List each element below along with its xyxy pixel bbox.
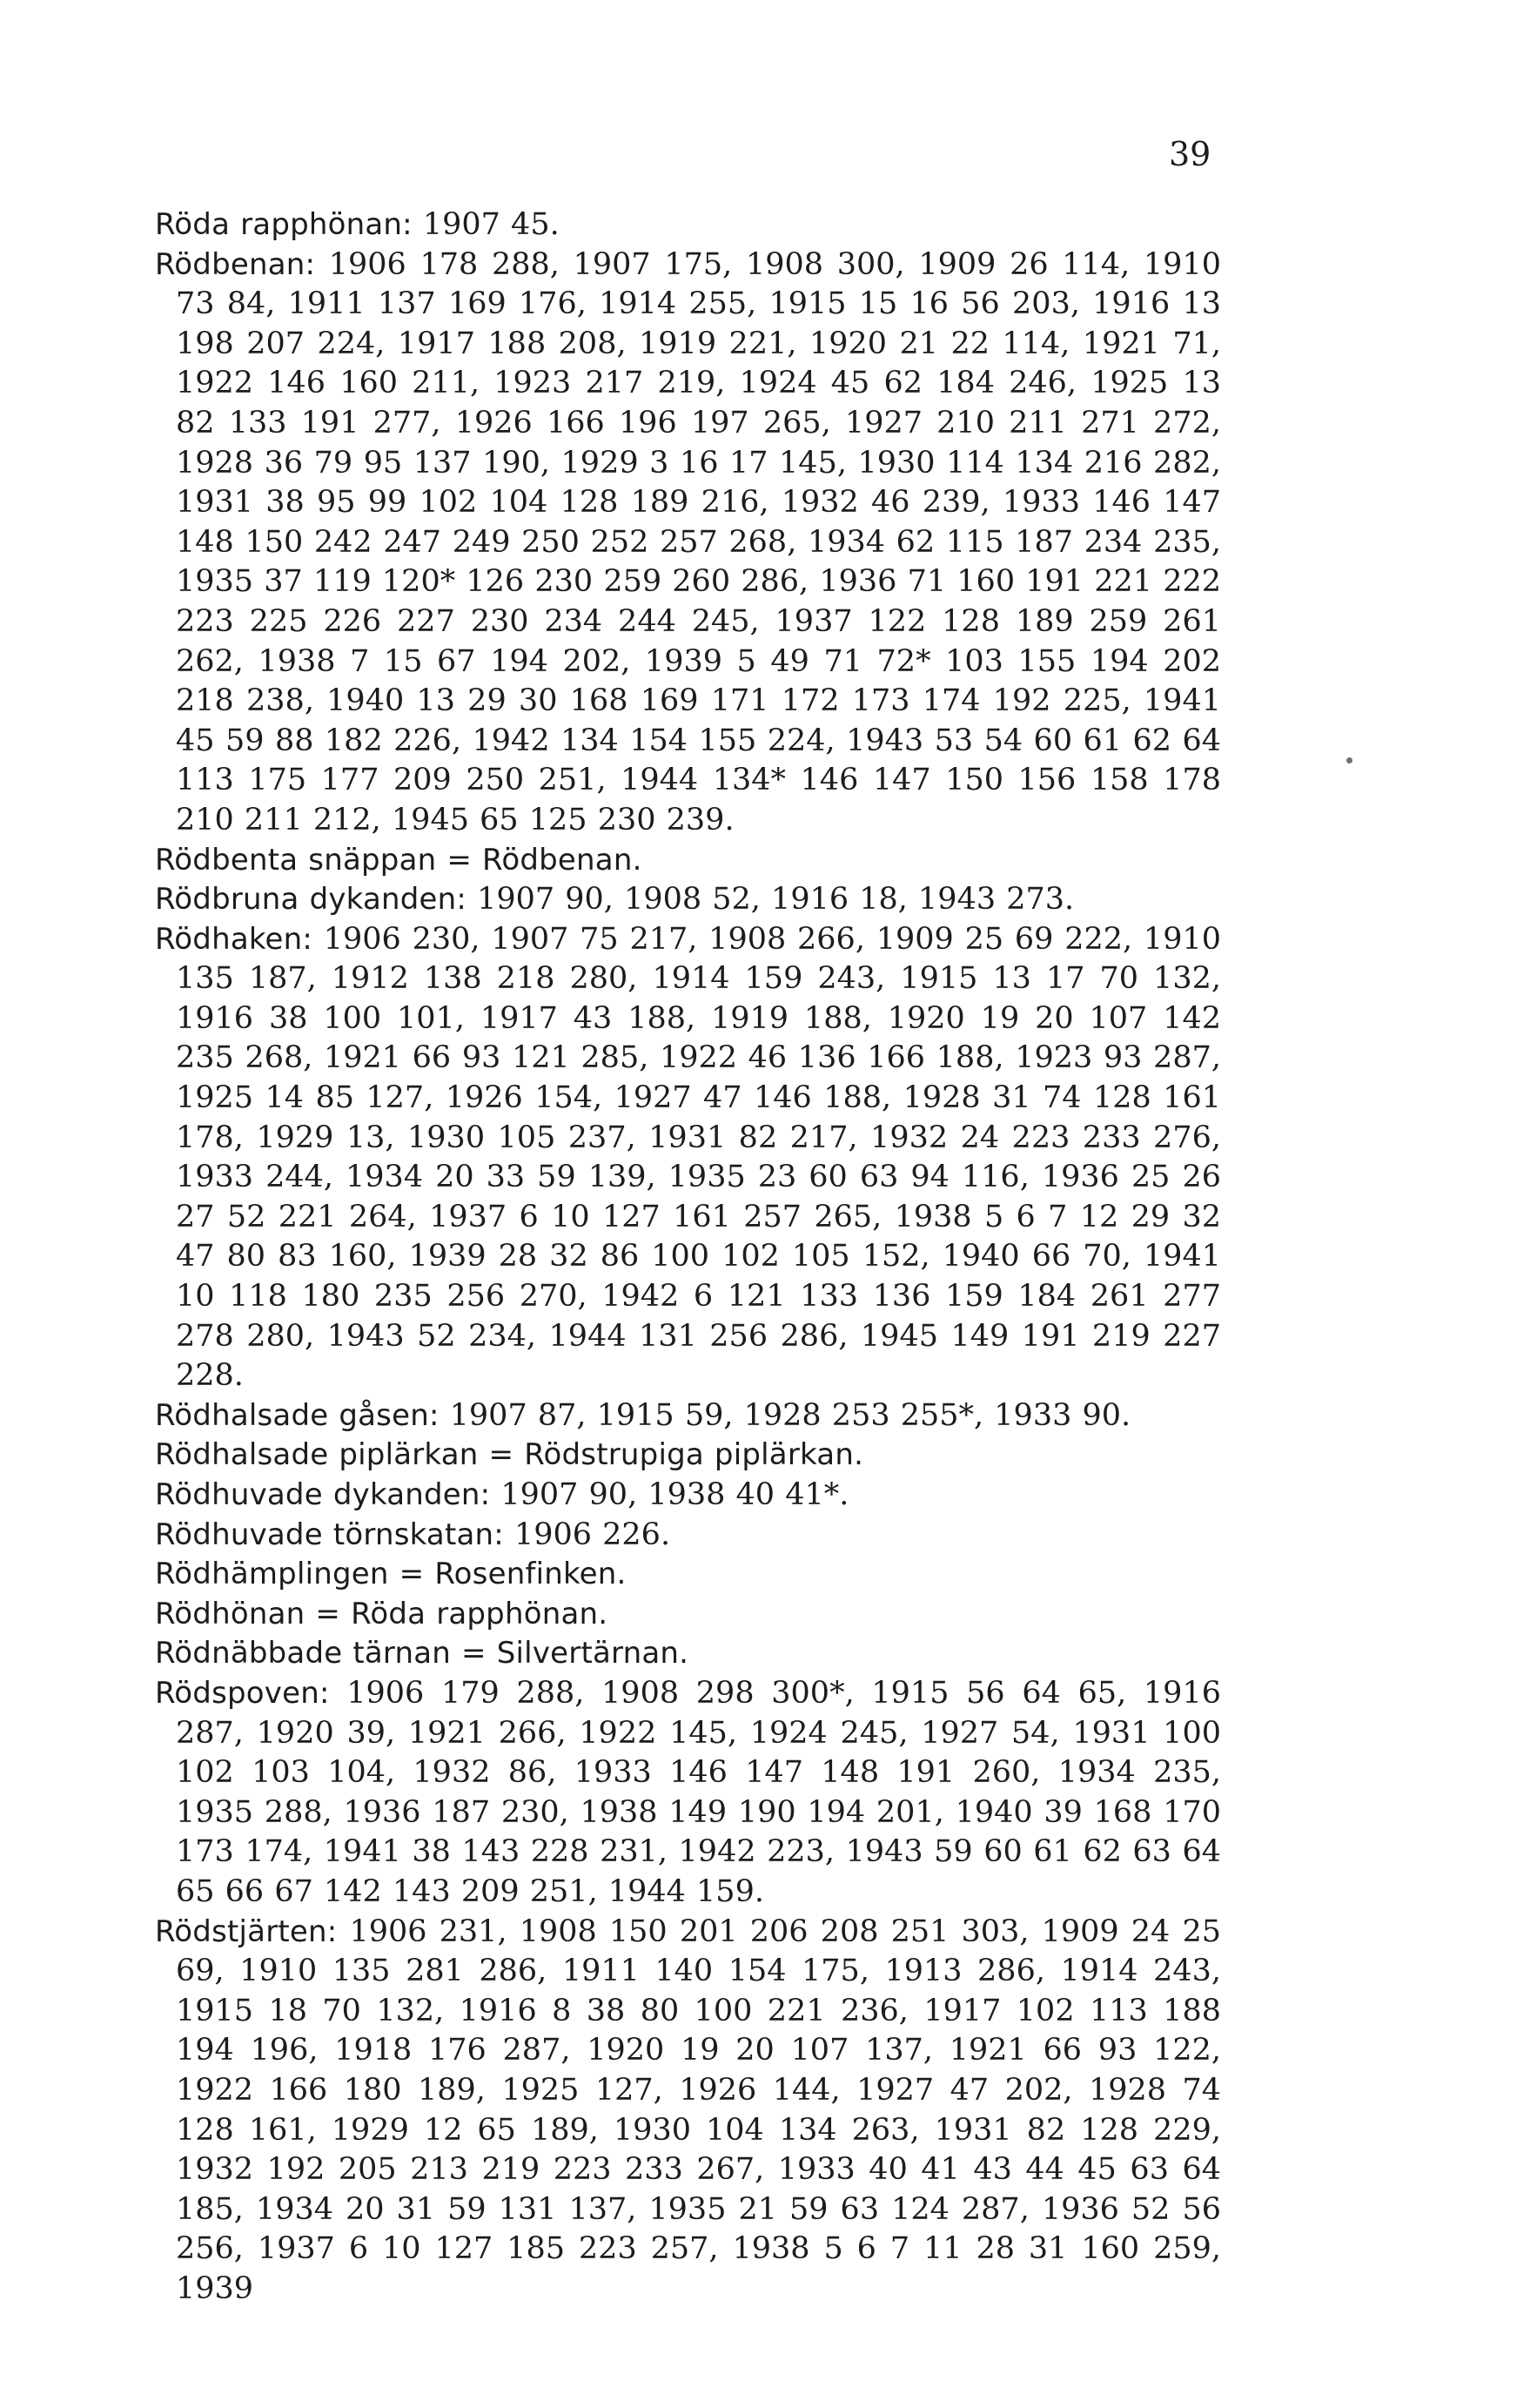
entry-heading: Rödbenta snäppan = Rödbenan. [155, 842, 642, 878]
entry-heading: Röda rapphönan: [155, 207, 423, 242]
entry-heading: Rödbruna dykanden: [155, 882, 478, 918]
entry-references: 1906 178 288, 1907 175, 1908 300, 1909 26 114, 1910 73 84, 1911 137 169 176, 1914 255, 1915 15 16 56 203, 1916 13 198 207 224, 1917 188 208, 1919 221, 1920 21 22 114, 1921 71, 1922 146 160 211, 1923 217 219, 1924 45 62 184 246, 1925 13 82 133 191 277, 1926 166 196 197 265, 1927 210 211 271 272, 1928 36 79 95 137 190, 1929 3 16 17 145, 1930 114 134 216 282, 1931 38 95 99 102 104 128 189 216, 1932 46 239, 1933 146 147 148 150 242 247 249 250 252 257 268, 1934 62 115 187 234 235, 1935 37 119 120* 126 230 259 260 286, 1936 71 160 191 221 222 223 225 226 227 230 234 244 245, 1937 122 128 189 259 261 262, 1938 7 15 67 194 202, 1939 5 49 71 72* 103 155 194 202 218 238, 1940 13 29 30 168 169 171 172 173 174 192 225, 1941 45 59 88 182 226, 1942 134 154 155 224, 1943 53 54 60 61 62 64 113 175 177 209 250 251, 1944 134* 146 147 150 156 158 178 210 211 212, 1945 65 125 230 239. [176, 246, 1221, 837]
entry-heading: Rödhuvade törnskatan: [155, 1517, 514, 1552]
entry-references: 1906 230, 1907 75 217, 1908 266, 1909 25 69 222, 1910 135 187, 1912 138 218 280, 1914 159 243, 1915 13 17 70 132, 1916 38 100 101, 1917 43 188, 1919 188, 1920 19 20 107 142 235 268, 1921 66 93 121 285, 1922 46 136 166 188, 1923 93 287, 1925 14 85 127, 1926 154, 1927 47 146 188, 1928 31 74 128 161 178, 1929 13, 1930 105 237, 1931 82 217, 1932 24 223 233 276, 1933 244, 1934 20 33 59 139, 1935 23 60 63 94 116, 1936 25 26 27 52 221 264, 1937 6 10 127 161 257 265, 1938 5 6 7 12 29 32 47 80 83 160, 1939 28 32 86 100 102 105 152, 1940 66 70, 1941 10 118 180 235 256 270, 1942 6 121 133 136 159 184 261 277 278 280, 1943 52 234, 1944 131 256 286, 1945 149 191 219 227 228. [176, 921, 1221, 1394]
page-number: 39 [1169, 135, 1211, 173]
entry-references: 1907 90, 1938 40 41*. [500, 1477, 849, 1512]
index-entry-rodhamplingen [155, 1555, 1221, 1595]
entry-heading: Rödstjärten: [155, 1914, 350, 1949]
index-entry-rodnabbade-tarnan [155, 1634, 1221, 1674]
index-entry-rodhalsade-gasen [155, 1396, 1221, 1436]
entry-references: 1907 45. [422, 207, 560, 242]
index-entry-rodspoven [155, 1674, 1221, 1913]
index-body [155, 205, 1221, 2309]
entry-heading: Rödhalsade piplärkan = Rödstrupiga piplärkan. [155, 1437, 864, 1473]
entry-heading: Rödnäbbade tärnan = Silvertärnan. [155, 1636, 689, 1671]
entry-heading: Rödhuvade dykanden: [155, 1477, 501, 1512]
entry-references: 1906 179 288, 1908 298 300*, 1915 56 64 65, 1916 287, 1920 39, 1921 266, 1922 145, 1924 245, 1927 54, 1931 100 102 103 104, 1932 86, 1933 146 147 148 191 260, 1934 235, 1935 288, 1936 187 230, 1938 149 190 194 201, 1940 39 168 170 173 174, 1941 38 143 228 231, 1942 223, 1943 59 60 61 62 63 64 65 66 67 142 143 209 251, 1944 159. [176, 1675, 1221, 1909]
index-entry-rodhuvade-tornskatan [155, 1516, 1221, 1556]
entry-heading: Rödhämplingen = Rosenfinken. [155, 1557, 627, 1592]
entry-references: 1906 226. [513, 1517, 671, 1552]
index-entry-rodstjarten [155, 1913, 1221, 2310]
index-entry-rodhonan [155, 1595, 1221, 1635]
index-entry-rodbenan [155, 246, 1221, 841]
index-entry-roda-rapphonan [155, 205, 1221, 246]
entry-heading: Rödspoven: [155, 1675, 347, 1711]
entry-heading: Rödhaken: [155, 921, 324, 957]
index-entry-rodbenta-snappan [155, 841, 1221, 881]
entry-heading: Rödhönan = Röda rapphönan. [155, 1596, 608, 1631]
index-entry-rodhuvade-dykanden [155, 1476, 1221, 1516]
entry-references: 1907 87, 1915 59, 1928 253 255*, 1933 90. [449, 1397, 1131, 1433]
entry-heading: Rödhalsade gåsen: [155, 1397, 450, 1433]
margin-dot [1346, 757, 1352, 763]
entry-references: 1906 231, 1908 150 201 206 208 251 303, 1909 24 25 69, 1910 135 281 286, 1911 140 154 175, 1913 286, 1914 243, 1915 18 70 132, 1916 8 38 80 100 221 236, 1917 102 113 188 194 196, 1918 176 287, 1920 19 20 107 137, 1921 66 93 122, 1922 166 180 189, 1925 127, 1926 144, 1927 47 202, 1928 74 128 161, 1929 12 65 189, 1930 104 134 263, 1931 82 128 229, 1932 192 205 213 219 223 233 267, 1933 40 41 43 44 45 63 64 185, 1934 20 31 59 131 137, 1935 21 59 63 124 287, 1936 52 56 256, 1937 6 10 127 185 223 257, 1938 5 6 7 11 28 31 160 259, 1939 [176, 1914, 1221, 2306]
entry-references: 1907 90, 1908 52, 1916 18, 1943 273. [477, 882, 1075, 918]
index-entry-rodhaken [155, 920, 1221, 1396]
index-entry-rodbruna-dykanden [155, 880, 1221, 920]
index-entry-rodhalsade-piplarkan [155, 1436, 1221, 1476]
entry-heading: Rödbenan: [155, 246, 329, 282]
